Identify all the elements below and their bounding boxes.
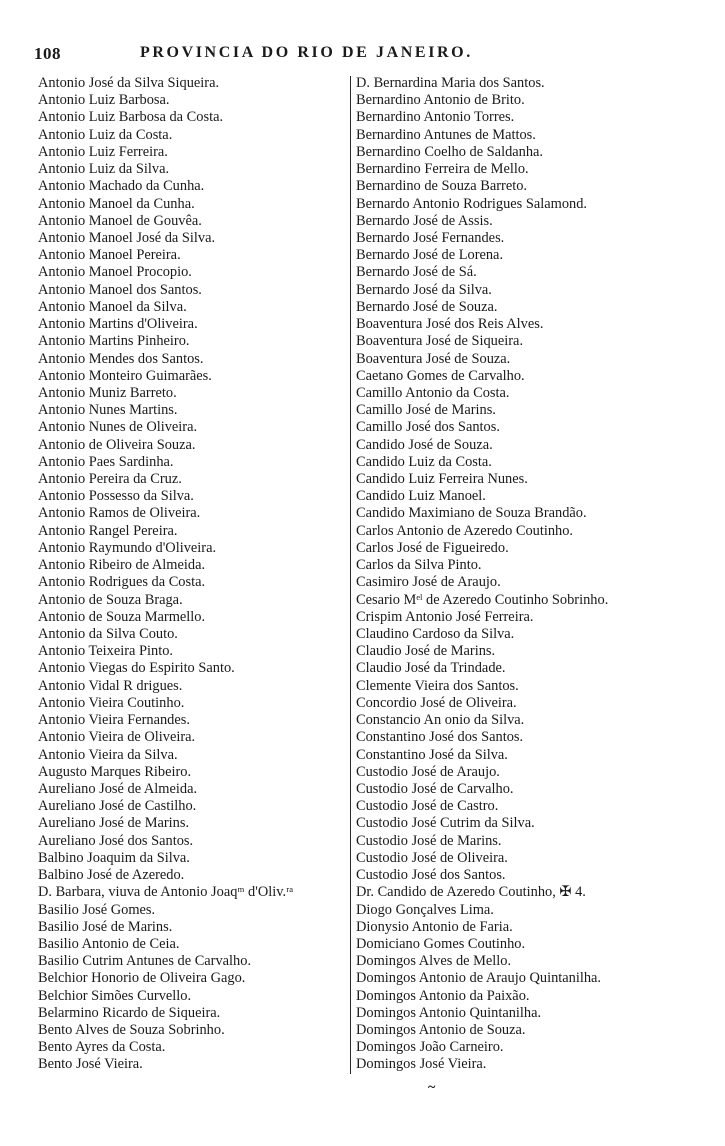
name-entry: Aureliano José dos Santos. — [38, 832, 194, 849]
name-entry: Antonio Martins Pinheiro. — [38, 333, 190, 350]
name-entry: Antonio Vieira da Silva. — [38, 746, 178, 763]
name-entry: Boaventura José de Siqueira. — [356, 333, 524, 350]
footer-mark: ~ — [428, 1080, 436, 1095]
name-entry: Balbino Joaquim da Silva. — [38, 849, 190, 866]
name-entry: Constancio An onio da Silva. — [356, 712, 525, 729]
name-entry: Candido Luiz Manoel. — [356, 488, 486, 505]
name-entry: Diogo Gonçalves Lima. — [356, 901, 494, 918]
name-entry: Antonio Nunes de Oliveira. — [38, 419, 198, 436]
name-entry: Domingos Antonio de Araujo Quintanilha. — [356, 970, 602, 987]
name-entry: Antonio Manoel de Gouvêa. — [38, 212, 202, 229]
name-entry: Bernardino Ferreira de Mello. — [356, 161, 529, 178]
name-entry: Antonio Ribeiro de Almeida. — [38, 557, 206, 574]
name-entry: Caetano Gomes de Carvalho. — [356, 367, 525, 384]
name-entry: Domingos Alves de Mello. — [356, 953, 512, 970]
name-entry: Antonio Luiz Barbosa. — [38, 92, 170, 109]
name-entry: Candido Luiz da Costa. — [356, 453, 492, 470]
name-entry: Constantino José da Silva. — [356, 746, 508, 763]
name-entry: Bernardo Antonio Rodrigues Salamond. — [356, 195, 588, 212]
name-entry: Boaventura José dos Reis Alves. — [356, 316, 544, 333]
name-entry: Antonio Luiz Ferreira. — [38, 143, 168, 160]
name-entry: Custodio José de Carvalho. — [356, 780, 514, 797]
name-entry: Bernardo José Fernandes. — [356, 229, 505, 246]
name-entry: Antonio Monteiro Guimarães. — [38, 367, 212, 384]
name-entry: Basilio José Gomes. — [38, 901, 156, 918]
page-number: 108 — [34, 44, 61, 63]
name-entry: Bernardo José de Sá. — [356, 264, 477, 281]
name-entry: Clemente Vieira dos Santos. — [356, 677, 519, 694]
name-entry: Bernardino de Souza Barreto. — [356, 178, 528, 195]
name-entry: Casimiro José de Araujo. — [356, 574, 501, 591]
name-entry: Crispim Antonio José Ferreira. — [356, 608, 534, 625]
name-entry: Antonio Vieira de Oliveira. — [38, 729, 196, 746]
name-entry: Antonio Manoel Procopio. — [38, 264, 192, 281]
name-entry: Antonio José da Silva Siqueira. — [38, 75, 220, 91]
name-entry: Antonio Ramos de Oliveira. — [38, 505, 201, 522]
name-entry: Antonio Mendes dos Santos. — [38, 350, 204, 367]
name-entry: Custodio José de Araujo. — [356, 763, 500, 780]
name-entry: Antonio Rangel Pereira. — [38, 522, 178, 539]
name-entry: Bernardo José de Souza. — [356, 298, 498, 315]
name-entry: D. Bernardina Maria dos Santos. — [356, 75, 545, 91]
name-entry: Domingos Antonio Quintanilha. — [356, 1004, 542, 1021]
left-name-column — [38, 75, 348, 1074]
name-entry: Antonio Vieira Fernandes. — [38, 712, 190, 729]
name-entry: Bento José Vieira. — [38, 1056, 143, 1073]
name-entry: Antonio Manoel dos Santos. — [38, 281, 202, 298]
name-entry: Antonio de Souza Braga. — [38, 591, 183, 608]
name-entry: D. Barbara, viuva de Antonio Joaqᵐ d'Oliv.ʳᵃ — [38, 884, 294, 901]
name-entry: Antonio Manoel da Silva. — [38, 298, 187, 315]
name-entry: Dr. Candido de Azeredo Coutinho, ✠ 4. — [356, 884, 586, 901]
name-entry: Augusto Marques Ribeiro. — [38, 763, 192, 780]
name-entry: Antonio Vidal R drigues. — [38, 677, 183, 694]
name-entry: Basilio Antonio de Ceia. — [38, 935, 180, 952]
name-entry: Custodio José de Oliveira. — [356, 849, 508, 866]
name-entry: Bernardino Antonio Torres. — [356, 109, 515, 126]
name-entry: Antonio Paes Sardinha. — [38, 453, 174, 470]
name-entry: Basilio José de Marins. — [38, 918, 173, 935]
name-entry: Antonio Nunes Martins. — [38, 402, 178, 419]
name-entry: Antonio Manoel José da Silva. — [38, 229, 216, 246]
name-entry: Candido Luiz Ferreira Nunes. — [356, 471, 528, 488]
name-entry: Camillo Antonio da Costa. — [356, 384, 510, 401]
name-entry: Basilio Cutrim Antunes de Carvalho. — [38, 953, 252, 970]
name-entry: Antonio Vieira Coutinho. — [38, 694, 185, 711]
name-entry: Belchior Honorio de Oliveira Gago. — [38, 970, 246, 987]
name-entry: Domingos José Vieira. — [356, 1056, 487, 1073]
name-entry: Boaventura José de Souza. — [356, 350, 511, 367]
name-entry: Constantino José dos Santos. — [356, 729, 524, 746]
name-entry: Carlos José de Figueiredo. — [356, 539, 509, 556]
name-entry: Candido José de Souza. — [356, 436, 493, 453]
name-entry: Antonio Pereira da Cruz. — [38, 471, 182, 488]
name-entry: Antonio Luiz da Silva. — [38, 161, 170, 178]
name-entry: Custodio José de Castro. — [356, 798, 499, 815]
name-entry: Claudio José da Trindade. — [356, 660, 506, 677]
name-entry: Antonio Viegas do Espirito Santo. — [38, 660, 235, 677]
name-entry: Candido Maximiano de Souza Brandão. — [356, 505, 587, 522]
name-entry: Custodio José Cutrim da Silva. — [356, 815, 535, 832]
name-entry: Antonio de Oliveira Souza. — [38, 436, 196, 453]
name-entry: Antonio Manoel da Cunha. — [38, 195, 195, 212]
name-entry: Antonio da Silva Couto. — [38, 626, 178, 642]
name-entry: Antonio Teixeira Pinto. — [38, 643, 174, 660]
name-entry: Antonio Machado da Cunha. — [38, 178, 205, 195]
name-entry: Belarmino Ricardo de Siqueira. — [38, 1004, 221, 1021]
name-entry: Aureliano José de Marins. — [38, 815, 190, 832]
name-entry: Bento Ayres da Costa. — [38, 1039, 166, 1056]
name-entry: Antonio Luiz Barbosa da Costa. — [38, 109, 224, 126]
name-entry: Antonio Raymundo d'Oliveira. — [38, 539, 217, 556]
name-entry: Belchior Simões Curvello. — [38, 987, 192, 1004]
name-entry: Antonio Possesso da Silva. — [38, 488, 194, 505]
name-entry: Concordio José de Oliveira. — [356, 694, 517, 711]
name-entry: Camillo José de Marins. — [356, 402, 496, 419]
name-entry: Custodio José dos Santos. — [356, 867, 506, 884]
name-entry: Domingos João Carneiro. — [356, 1039, 504, 1056]
right-name-column — [356, 75, 716, 1074]
name-entry: Carlos Antonio de Azeredo Coutinho. — [356, 522, 574, 539]
name-entry: Carlos da Silva Pinto. — [356, 557, 482, 574]
name-entry: Antonio Manoel Pereira. — [38, 247, 181, 264]
name-entry: Domiciano Gomes Coutinho. — [356, 935, 526, 952]
page-title: PROVINCIA DO RIO DE JANEIRO. — [140, 44, 473, 61]
name-entry: Domingos Antonio de Souza. — [356, 1022, 526, 1039]
name-entry: Antonio Martins d'Oliveira. — [38, 316, 198, 333]
name-entry: Antonio Muniz Barreto. — [38, 384, 177, 401]
name-entry: Balbino José de Azeredo. — [38, 867, 185, 884]
name-entry: Claudio José de Marins. — [356, 643, 496, 660]
name-entry: Custodio José de Marins. — [356, 832, 502, 849]
name-entry: Bernardino Antunes de Mattos. — [356, 126, 536, 143]
name-entry: Antonio Luiz da Costa. — [38, 126, 173, 143]
name-entry: Dionysio Antonio de Faria. — [356, 918, 513, 935]
name-entry: Bernardo José da Silva. — [356, 281, 492, 298]
name-entry: Aureliano José de Castilho. — [38, 798, 197, 815]
name-entry: Antonio Rodrigues da Costa. — [38, 574, 206, 591]
name-entry: Claudino Cardoso da Silva. — [356, 626, 515, 642]
name-entry: Aureliano José de Almeida. — [38, 780, 198, 797]
name-entry: Cesario Mᵉˡ de Azeredo Coutinho Sobrinho. — [356, 591, 609, 608]
name-entry: Bento Alves de Souza Sobrinho. — [38, 1022, 225, 1039]
name-entry: Bernardino Coelho de Saldanha. — [356, 143, 544, 160]
name-entry: Domingos Antonio da Paixão. — [356, 987, 530, 1004]
name-entry: Bernardino Antonio de Brito. — [356, 92, 525, 109]
name-entry: Antonio de Souza Marmello. — [38, 608, 206, 625]
name-entry: Camillo José dos Santos. — [356, 419, 500, 436]
name-entry: Bernardo José de Assis. — [356, 212, 493, 229]
column-divider — [350, 76, 351, 1074]
name-entry: Bernardo José de Lorena. — [356, 247, 504, 264]
